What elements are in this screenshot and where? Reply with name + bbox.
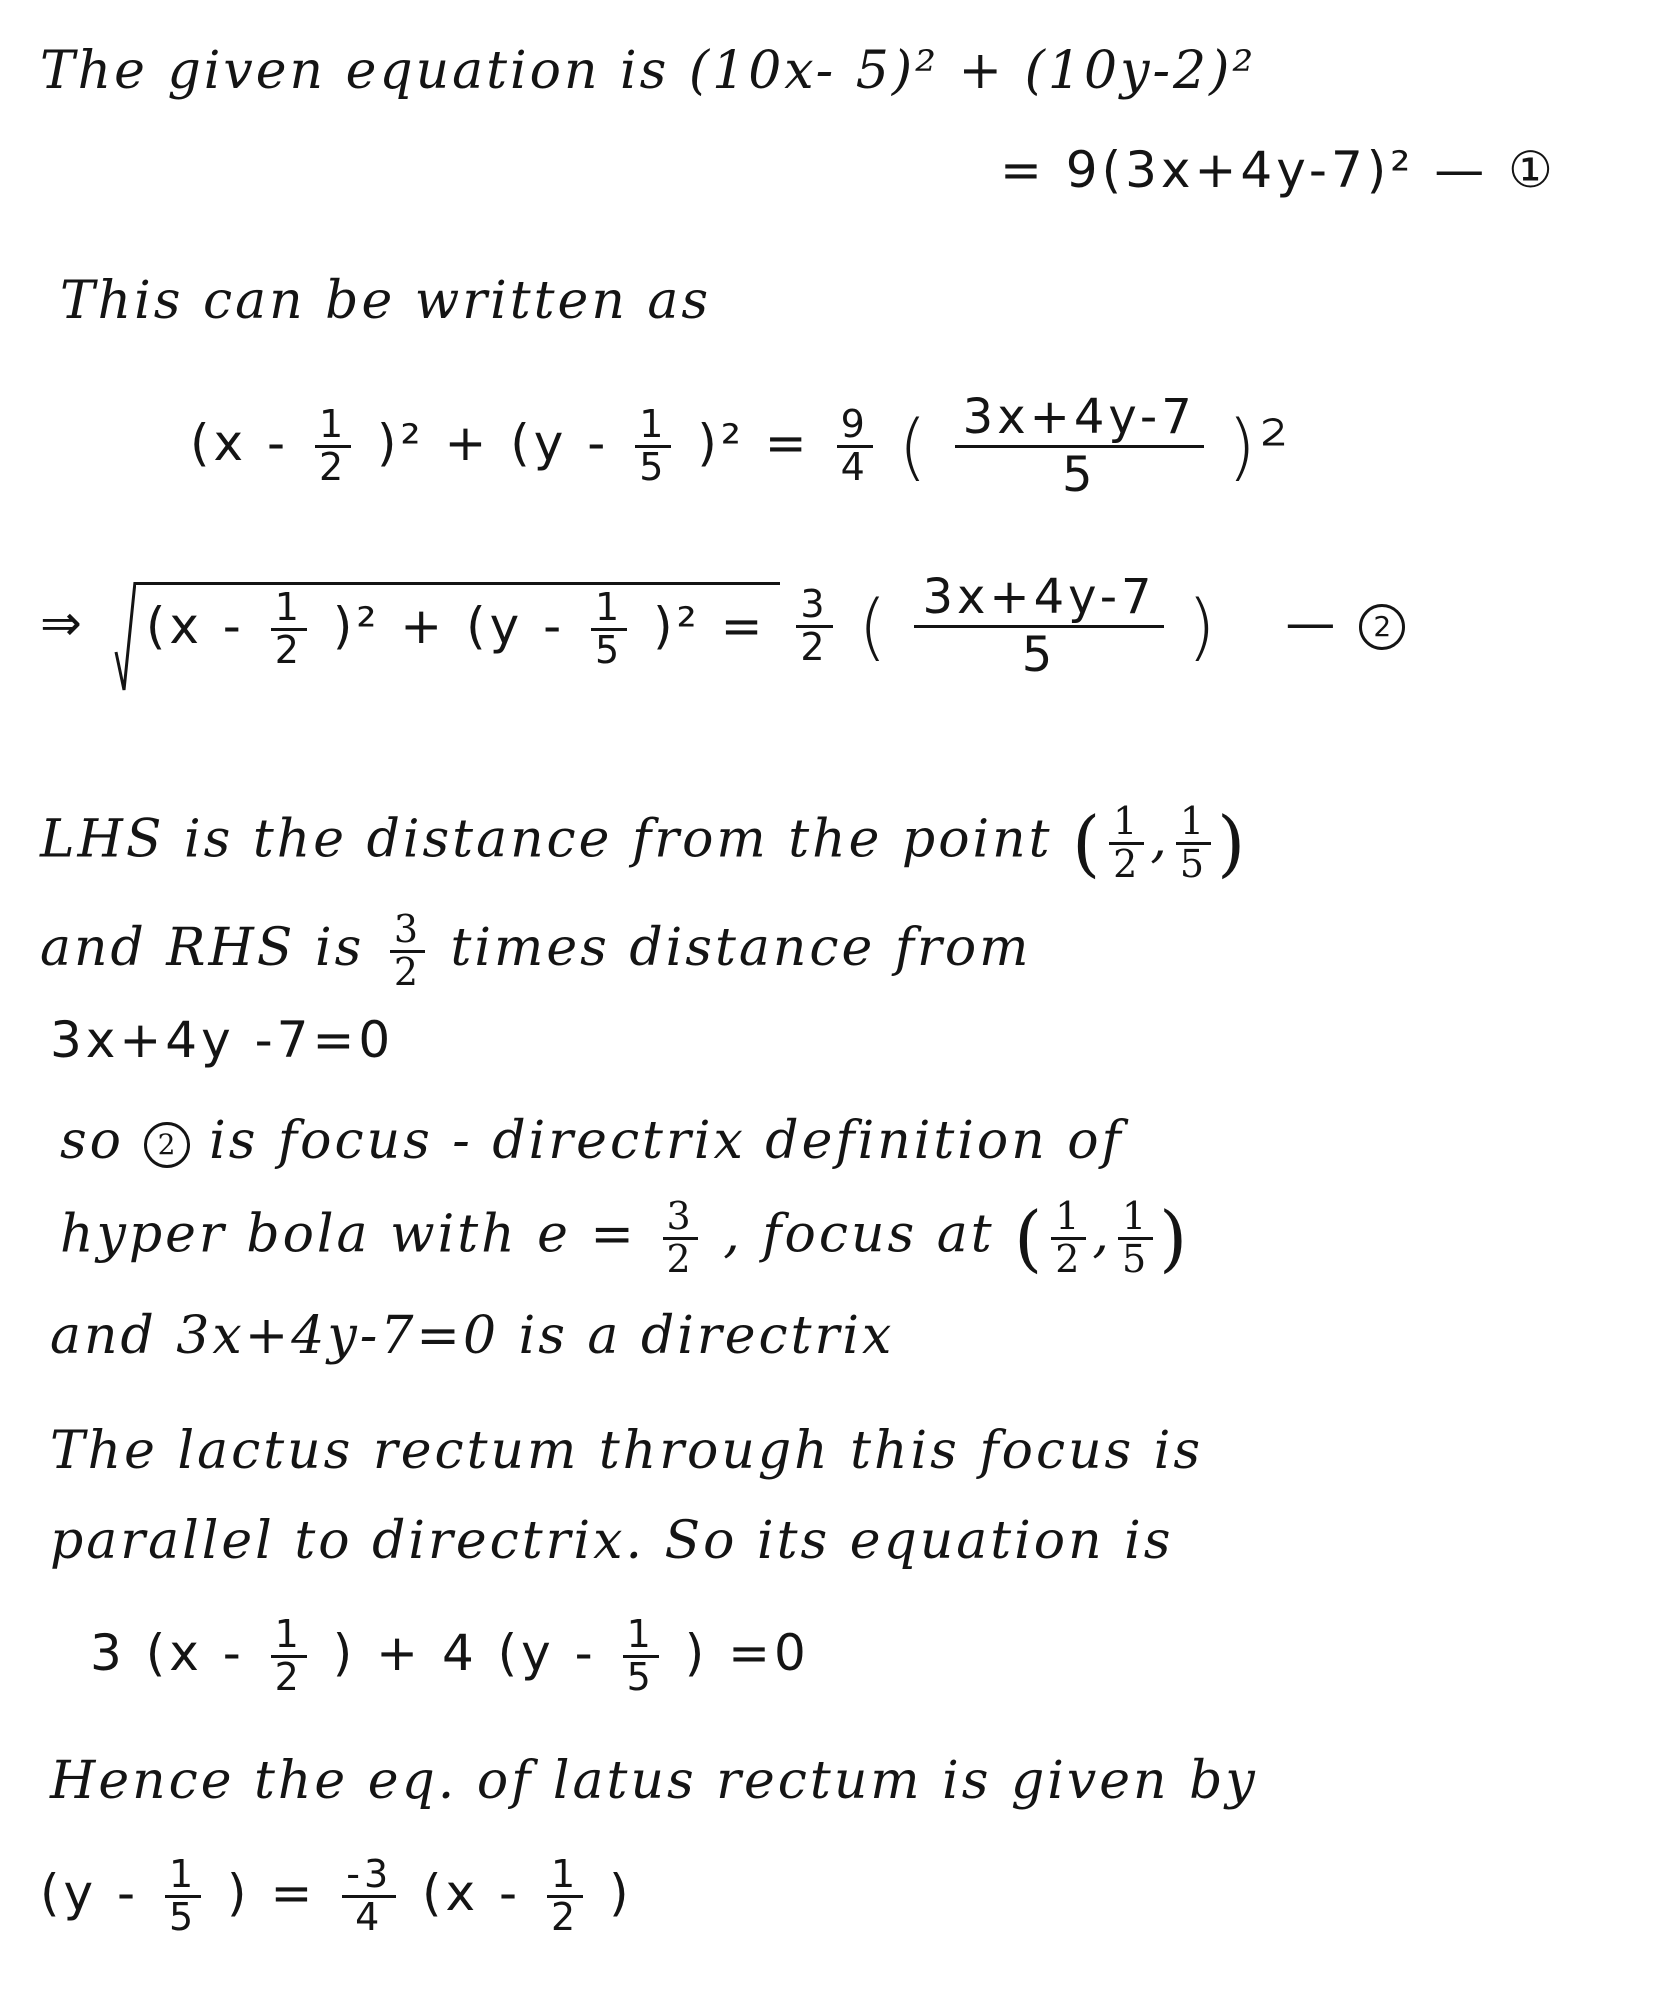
open-paren: ( [898, 404, 931, 489]
fraction-denominator: 2 [318, 445, 348, 490]
final-term-x-open: (x - [422, 1863, 522, 1922]
fraction-numerator: 1 [635, 405, 671, 448]
fraction-numerator: 1 [165, 1855, 201, 1898]
fraction-denominator: 2 [800, 625, 829, 670]
rhs-explanation-line [40, 907, 1032, 994]
equation-one-text: = 9(3x+4y-7)² — ① [1000, 141, 1557, 199]
lhs-explanation-line [40, 800, 1248, 886]
term-equals-zero: ) =0 [684, 1623, 810, 1682]
comma: , [1150, 809, 1170, 870]
open-paren: ( [1072, 801, 1104, 885]
fraction-nine-fourths [837, 402, 873, 490]
term-y-open: (y - [497, 1623, 597, 1682]
rhs-explanation-a: and RHS is [40, 917, 365, 978]
lhs-part-a: (x - [190, 414, 290, 473]
given-equation-continued [1000, 140, 1557, 200]
final-equation [40, 1852, 633, 1939]
focus-directrix-text: is focus - directrix definition of [209, 1111, 1124, 1171]
fraction-numerator: 1 [547, 1855, 583, 1898]
rewritten-equation [190, 390, 1293, 503]
fraction-one-fifth [1118, 1193, 1153, 1281]
parallel-directrix-line [50, 1510, 1173, 1572]
fraction-one-fifth [635, 402, 671, 490]
fraction-denominator: 5 [639, 445, 668, 490]
fraction-denominator: 5 [168, 1894, 198, 1939]
lhs-part-c: )² = [697, 414, 811, 473]
fraction-denominator: 5 [1061, 447, 1097, 504]
fraction-denominator: 5 [1021, 627, 1057, 684]
fraction-denominator: 4 [840, 445, 869, 490]
fraction-one-half [547, 1852, 583, 1939]
fraction-one-half [1051, 1193, 1086, 1281]
radical-bar [134, 582, 781, 585]
coefficient-three: 3 [90, 1623, 126, 1682]
fraction-one-half [271, 1612, 307, 1699]
fraction-numerator: 1 [1109, 802, 1144, 845]
parallel-directrix-text: parallel to directrix. So its equation is [50, 1511, 1174, 1571]
hyperbola-text-a: hyper bola with e = [60, 1204, 637, 1265]
final-term-y-open: (y - [40, 1863, 140, 1922]
focus-directrix-line [60, 1110, 1124, 1172]
open-paren: ( [1014, 1196, 1046, 1280]
sqrt-part-a: (x - [145, 597, 245, 656]
directrix-statement-line [50, 1305, 894, 1367]
fraction-numerator: 3x+4y-7 [914, 570, 1163, 628]
fraction-numerator: 1 [591, 588, 627, 631]
fraction-one-half [271, 585, 307, 673]
fraction-numerator: 1 [1051, 1197, 1086, 1240]
rewrite-intro-text: This can be written as [60, 271, 712, 331]
latus-rectum-intro-line [50, 1420, 1203, 1482]
label-dash: — [1285, 594, 1340, 653]
line-distance-fraction [955, 390, 1204, 503]
fraction-numerator: 3 [663, 1197, 698, 1240]
rewrite-intro-line [60, 270, 711, 332]
fraction-denominator: 5 [595, 628, 624, 673]
directrix-equation-line [50, 1010, 394, 1070]
equation-label-two: 2 [1359, 604, 1405, 650]
fraction-one-fifth [623, 1612, 659, 1699]
latus-rectum-equation [90, 1612, 810, 1699]
fraction-one-fifth [165, 1852, 201, 1939]
fraction-numerator: 1 [271, 1615, 307, 1658]
conclusion-line [50, 1750, 1258, 1812]
fraction-denominator: 2 [551, 1894, 580, 1939]
fraction-denominator: 4 [355, 1894, 384, 1939]
fraction-minus-three-fourths [342, 1852, 396, 1939]
fraction-numerator: 1 [315, 405, 351, 448]
directrix-equation-text: 3x+4y -7=0 [50, 1011, 395, 1069]
square-root [106, 582, 771, 671]
conclusion-text: Hence the eq. of latus rectum is given by [50, 1751, 1258, 1811]
close-paren: )² [1227, 404, 1293, 489]
radical-sign-icon [114, 582, 136, 692]
fraction-one-fifth [1176, 798, 1211, 886]
hyperbola-text-b: , focus at [723, 1204, 995, 1265]
fraction-denominator: 2 [274, 628, 303, 673]
directrix-statement-text: and 3x+4y-7=0 is a directrix [50, 1306, 895, 1366]
fraction-three-halves [390, 907, 425, 994]
final-equals: ) = [227, 1863, 317, 1922]
close-paren: ) [1217, 801, 1249, 885]
fraction-denominator: 2 [274, 1654, 303, 1699]
fraction-numerator: 1 [623, 1615, 659, 1658]
implies-arrow: ⇒ [40, 594, 86, 653]
given-equation-text: The given equation is (10x- 5)² + (10y-2)² [40, 41, 1257, 101]
term-plus-four: ) + 4 [332, 1623, 478, 1682]
term-x-open: (x - [145, 1623, 245, 1682]
fraction-numerator: 1 [1118, 1197, 1153, 1240]
given-equation-line [40, 40, 1256, 102]
fraction-numerator: 3 [796, 585, 832, 628]
open-paren: ( [858, 584, 891, 669]
sqrt-part-c: )² = [653, 597, 767, 656]
fraction-three-halves [796, 582, 832, 670]
fraction-numerator: 9 [837, 405, 873, 448]
close-paren: ) [1187, 584, 1220, 669]
comma: , [1092, 1204, 1112, 1265]
hyperbola-line [60, 1195, 1190, 1281]
rhs-explanation-b: times distance from [450, 917, 1032, 978]
fraction-denominator: 5 [626, 1654, 655, 1699]
so-text: so [60, 1111, 124, 1171]
fraction-numerator: 3 [390, 910, 425, 953]
line-distance-fraction [914, 570, 1163, 683]
fraction-denominator: 5 [1121, 1236, 1150, 1281]
fraction-denominator: 5 [1179, 841, 1208, 886]
fraction-numerator: 3x+4y-7 [955, 390, 1204, 448]
fraction-one-fifth [591, 585, 627, 673]
fraction-denominator: 2 [393, 949, 421, 994]
fraction-numerator: 1 [271, 588, 307, 631]
fraction-three-halves [663, 1193, 698, 1281]
close-paren: ) [1159, 1196, 1191, 1280]
square-root-equation [40, 570, 1405, 683]
equation-label-two: 2 [144, 1122, 190, 1168]
latus-rectum-intro-text: The lactus rectum through this focus is [50, 1421, 1204, 1481]
fraction-denominator: 2 [666, 1236, 694, 1281]
sqrt-part-b: )² + (y - [332, 597, 566, 656]
lhs-explanation-text: LHS is the distance from the point [40, 809, 1053, 870]
fraction-numerator: 1 [1176, 802, 1211, 845]
fraction-one-half [315, 402, 351, 490]
fraction-denominator: 2 [1113, 841, 1141, 886]
lhs-part-b: )² + (y - [377, 414, 610, 473]
fraction-denominator: 2 [1055, 1236, 1083, 1281]
fraction-numerator: -3 [342, 1855, 396, 1898]
final-close-paren: ) [609, 1863, 633, 1922]
fraction-one-half [1109, 798, 1144, 886]
